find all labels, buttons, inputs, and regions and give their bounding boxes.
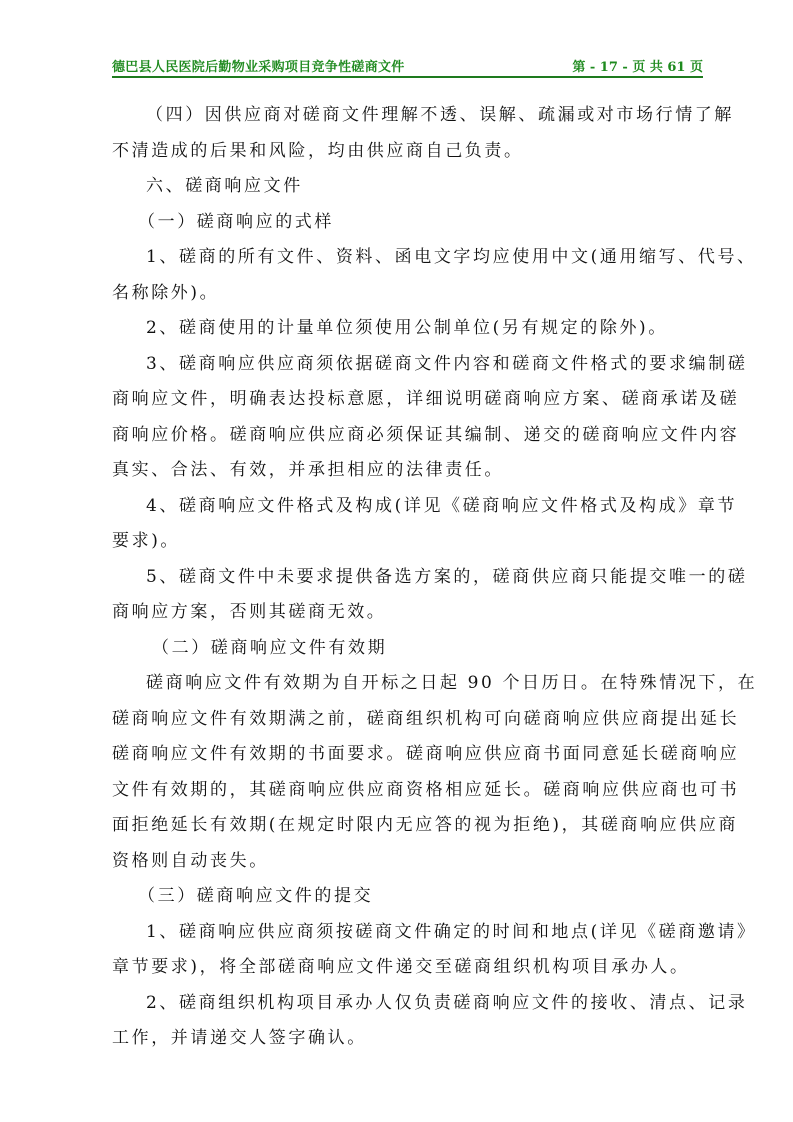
page-number: 第 - 17 - 页 共 61 页	[572, 60, 703, 75]
body-line: 磋商响应文件有效期为自开标之日起 90 个日历日。在特殊情况下，在	[146, 673, 758, 693]
body-line: 章节要求)，将全部磋商响应文件递交至磋商组织机构项目承办人。	[112, 957, 690, 977]
body-line: 1、磋商的所有文件、资料、函电文字均应使用中文(通用缩写、代号、	[146, 247, 757, 267]
document-body	[112, 98, 758, 1057]
body-line: 1、磋商响应供应商须按磋商文件确定的时间和地点(详见《磋商邀请》	[146, 921, 757, 942]
subsection-heading: （二）磋商响应文件有效期	[152, 637, 388, 658]
subsection-heading: （三）磋商响应文件的提交	[138, 886, 374, 906]
body-line: 文件有效期的，其磋商响应供应商资格相应延长。磋商响应供应商也可书	[112, 779, 740, 800]
body-line: 4、磋商响应文件格式及构成(详见《磋商响应文件格式及构成》章节	[146, 495, 738, 516]
body-line: 商响应文件，明确表达投标意愿，详细说明磋商响应方案、磋商承诺及磋	[112, 389, 740, 409]
body-line: 面拒绝延长有效期(在规定时限内无应答的视为拒绝)，其磋商响应供应商	[112, 815, 739, 835]
body-line: 工作，并请递交人签字确认。	[112, 1028, 367, 1048]
document-title: 德巴县人民医院后勤物业采购项目竞争性磋商文件	[112, 60, 405, 75]
subsection-heading: （一）磋商响应的式样	[138, 211, 334, 232]
body-line: 真实、合法、有效，并承担相应的法律责任。	[112, 460, 504, 480]
body-line: 2、磋商使用的计量单位须使用公制单位(另有规定的除外)。	[146, 318, 668, 338]
page-header	[112, 52, 703, 78]
body-line: （四）因供应商对磋商文件理解不透、误解、疏漏或对市场行情了解	[146, 105, 734, 125]
body-line: 3、磋商响应供应商须依据磋商文件内容和磋商文件格式的要求编制磋	[146, 353, 748, 374]
body-line: 5、磋商文件中未要求提供备选方案的，磋商供应商只能提交唯一的磋	[146, 566, 748, 587]
section-heading: 六、磋商响应文件	[146, 176, 303, 196]
body-line: 2、磋商组织机构项目承办人仅负责磋商响应文件的接收、清点、记录	[146, 992, 748, 1013]
body-line: 磋商响应文件有效期的书面要求。磋商响应供应商书面同意延长磋商响应	[112, 744, 740, 764]
body-line: 要求)。	[112, 531, 181, 551]
body-line: 不清造成的后果和风险，均由供应商自己负责。	[112, 140, 524, 161]
body-line: 磋商响应文件有效期满之前，磋商组织机构可向磋商响应供应商提出延长	[112, 708, 740, 729]
body-line: 名称除外)。	[112, 282, 220, 303]
body-line: 资格则自动丧失。	[112, 850, 269, 871]
body-line: 商响应方案，否则其磋商无效。	[112, 602, 387, 622]
body-line: 商响应价格。磋商响应供应商必须保证其编制、递交的磋商响应文件内容	[112, 424, 740, 445]
